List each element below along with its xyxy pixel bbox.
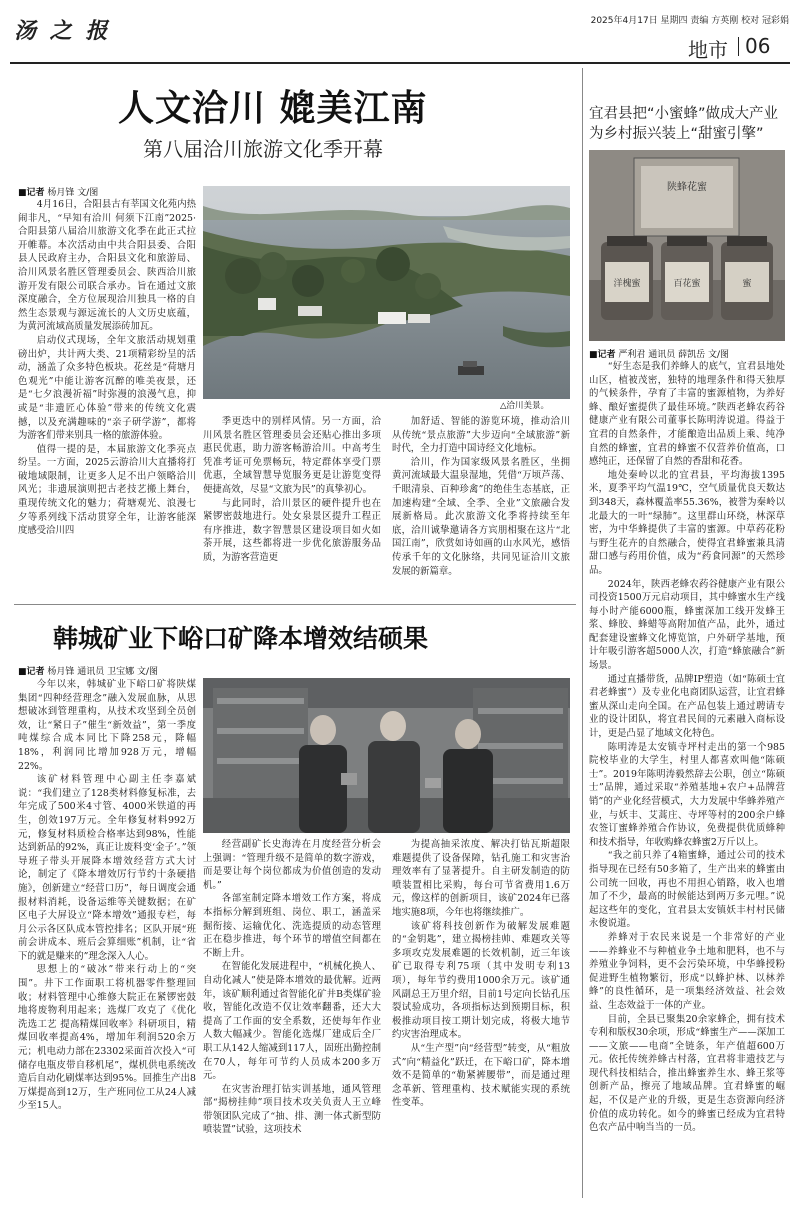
article3-headline-line2: 为乡村振兴装上“甜蜜引擎” [589, 126, 764, 142]
header-rule [10, 62, 790, 64]
article2-photo [203, 678, 570, 833]
article1-col2: 季更迭中的别样风情。另一方面，洽川风景名胜区管理委员会还贴心推出多项惠民优惠，助力游客畅游洽川。中高考生凭准考证可免票畅玩，特定群体享受门票优惠，全域智慧导览服务更是让游览变得便捷高效，尽显“文旅为民”的真挚初心。 与此同时，洽川景区的硬件提升也在紧锣密鼓地进行。处女泉景区提升工程正有序推进，数字智慧景区建设项目如火如荼开展，这些都将进一步优化旅游服务品质，为游客营造更 [203, 416, 381, 563]
honey-products-image [589, 150, 785, 341]
column-rule [582, 68, 583, 1198]
issue-date-line: 2025年4月17日 星期四 责编 方英刚 校对 冠彩娟 [590, 16, 789, 26]
article2-byline: ■记者 杨月锋 通讯员 卫宝娜 文/图 [18, 667, 159, 677]
section-separator [738, 37, 739, 56]
honey-box-label: 陕蜂花蜜 [667, 182, 707, 193]
article3-headline-line1: 宜君县把“小蜜蜂”做成大产业 [589, 106, 779, 122]
article2-col1: 今年以来，韩城矿业下峪口矿将陕煤集团“四种经营理念”融入发展血脉，从思想破冰到管理重构，从技术攻坚到全员创效，让“紧日子”催生“新效益”，第一季度吨煤综合成本同比下降258元，降幅18%，利润同比增加928万元，增幅22%。 该矿材料管理中心副主任李嘉斌说：“我们建立了128类材料修复标准，去年完成了500米4寸管、4000米铁道的再生，创效197万元。全年修复材料992万元，修复材料质检合格率达到98%，性能达到新品的92%，真正让废料变‘金子’。”领导班子带头开展降本增效经营方式大讨论，制定了《降本增效厉行节约十条硬措施》，创新建立“经营口历”，每日调度会通报材料消耗，设备运维等关键数据；在矿区电子大屏设立“降本增效”通报专栏，每月公示各区队成本管控排名；区队开展“班前会讲成本、班后会算细账”机制，让“省下的就是赚来的”理念深入人心。 思想上的“破冰”带来行动上的“突围”。井下工作面职工将机器零件整理回收；材料管理中心维修大院正在紧锣密鼓地将废物利用起来；选煤厂攻克了《优化洗选工艺 提高精煤回收率》科研项目，精煤回收率提高4%，增加年利润520余万元；机电动力部在23302采面首次投入“可储存电瓶皮带自移机尾”，煤机供电系统改造后自动化刷煤率达到95%。回推生产出8万煤提高到12万，生产班同位工从24人减少至15人。 [18, 679, 196, 1112]
article-divider [14, 604, 576, 605]
article2-col3: 为提高抽采浓度、解决打钻瓦斯超限难题提供了设备保障，钻孔施工和灾害治理效率有了显著提升。自主研发制造的防喷装置相比采购，每台可节省费用1.6万元，像这样的创新项目，该矿2024年已落地实施8项，今年也将继续推广。 该矿将科技创新作为破解发展难题的“金钥匙”，建立揭榜挂帅、难题攻关等多项攻克发展难题的长效机制，近三年该矿已取得专利75项（其中发明专利13项），每年节约费用1000余万元。该矿通风副总王万里介绍，目前1号定向长钻孔压裂试验成功，各项指标达到预期目标，积极推动项目按工期计划完成，将极大地节约灾害治理成本。 从“生产型”向“经营型”转变，从“粗放式”向“精益化”跃迁，在下峪口矿，降本增效不是简单的“勒紧裤腰带”，而是通过理念革新、管理重构、技术赋能实现的系统性变革。 [392, 839, 570, 1109]
page-number: 06 [745, 34, 771, 58]
article1-byline: ■记者 杨月锋 文/图 [18, 188, 99, 198]
honey-jar-label-2: 百花蜜 [673, 279, 701, 289]
article1-photo [203, 186, 570, 399]
article1-col1: 4月16日，合阳县古有莘国文化苑内热闹非凡，“早知有洽川 何须下江南”2025·合阳县第八届洽川旅游文化季在此正式拉开帷幕。本次活动由中共合阳县委、合阳县人民政府主办，合阳县文化和旅游局、洽川风景名胜区管理委员会、陕西洽川旅游开发有限公司联合承办。旨在通过文旅深度融合，全方位展现洽川独具一格的自然生态景观与源远流长的人文历史底蕴，为黄河流域高质量发展添砖加瓦。 启动仪式现场，全年文旅活动规划重磅出炉，共计两大类、21项精彩纷呈的活动，涵盖了众多特色板块。花丝是“荷塘月色观光”中能让游客沉醉的唯美夜景，还是“七夕浪漫祈福”时弥漫的浪漫气息，抑或是“非遗匠心体验”带来的传统文化震撼，以及充满趣味的“亲子研学游”，都将为游客们带来别具一格的旅游体验。 值得一提的是，本届旅游文化季亮点纷呈。一方面，2025云游洽川大直播将打破地域限制，让更多人足不出户领略洽川风光；非遗展演则把古老技艺搬上舞台，重现传统文化的魅力；荷塘观光、浪漫七夕等系列线下活动贯穿全年，让游客能深度感受洽川四 [18, 199, 196, 537]
article3-byline: ■记者 严利君 通讯员 薛凯岳 文/图 [589, 350, 730, 360]
masthead-logo: 汤 之 报 [14, 18, 111, 44]
article1-photo-caption: △洽川美景。 [500, 401, 550, 411]
article1-subhead: 第八届洽川旅游文化季开幕 [143, 137, 383, 161]
honey-jar-label-3: 蜜 [742, 279, 752, 289]
section-name: 地市 [688, 38, 728, 62]
article3-body: “好生态是我们养蜂人的底气，宜君县地处山区，植被茂密，独特的地理条件和得天独厚的气候条件，孕育了丰富的蜜源植物，为养好蜂、酿好蜜提供了最佳环境。”陕西老蜂农药谷健康产业有限公司董事长陈明涛说道。得益于宜君的自然条件，才能酿造出品质上乘、纯净自然的蜂蜜，宜君的蜂蜜不仅营养价值高，口感纯正，还保留了自然的香甜和花香。 地处秦岭以北的宜君县，平均海拔1395米，夏季平均气温19℃，空气质量优良天数达到348天，森林覆盖率55.36%，被誉为秦岭以北最大的一叶“绿肺”。这里群山环绕，林深草密，为中华蜂提供了丰富的蜜源。中草药花粉与野生花卉的自然融合，使得宜君蜂蜜兼具清甜口感与药用价值，成为“药食同源”的天然珍品。 2024年，陕西老蜂农药谷健康产业有限公司投资1500万元启动项目，其中蜂蜜水生产线每小时产能6000瓶，蜂蜜深加工线开发蜂王浆、蜂胶、蜂蜡等高附加值产品，此外，通过配套建设蜜蜂文化博览馆，户外研学基地，预计年吸引游客超5000人次，打造“蜂旅融合”新场景。 通过直播带货，品牌IP塑造（如“陈硕士宜君老蜂蜜”）及专业化电商团队运营，让宜君蜂蜜从深山走向全国。在产品包装上通过聘请专业的设计团队，将宜君民间的元素融入商标设计，更是凸显了地域文化特色。 陈明涛是太安镇寺坪村走出的第一个985院校毕业的大学生，村里人都喜欢叫他“陈硕士”。2019年陈明涛毅然辞去公职，创立“陈硕士”品牌，通过采取“养殖基地+农户+品牌营销”的产业化经营模式，大力发展中华蜂养殖产业，与妖丰、艾蒿庄、寺坪等村的200余户蜂农签订蜜蜂养殖合作协议，免费提供优质蜂种和技术指导，年收购蜂农蜂蜜2万斤以上。 “我之前只养了4箱蜜蜂，通过公司的技术指导现在已经有50多箱了，生产出来的蜂蜜由公司统一回收，再也不用担心销路，收入也增加了不少，最高的时候能达到两万多元哩。”说起这些年的变化，宜君县太安镇妖丰村村民储永俊说道。 养蜂对于农民来说是一个非常好的产业——养蜂业不与种植业争土地和肥料，也不与养殖业争饲料，更不会污染环境，中华蜂授粉促进野生植物繁衍，形成“以蜂护林、以林养蜂”的良性循环，是一项集经济效益、社会效益、生态效益于一体的产业。 目前，全县已聚集20余家蜂企，拥有技术专利和版权30余项，形成“蜂蜜生产——深加工——文旅——电商”全链条，年产值超600万元。依托传统养蜂古村落，宜君将非遗技艺与现代科技相结合，推出蜂蜜养生水、蜂王浆等创新产品，擦亮了地域品牌。宜君蜂蜜的崛起，不仅是产业的升级，更是生态资源向经济价值的成功转化。如今的蜂蜜已经成为宜君特色农产品中响当当的一员。 [589, 361, 785, 1134]
article2-headline: 韩城矿业下峪口矿降本增效结硕果 [53, 624, 429, 653]
warehouse-workers-image [203, 678, 570, 833]
article3-photo [589, 150, 785, 341]
article1-headline: 人文洽川 媲美江南 [118, 88, 428, 129]
article2-col2: 经营副矿长史海涛在月度经营分析会上强调：“管理升级不是简单的数字游戏，而是要让每个岗位都成为价值创造的发动机。” 各部室制定降本增效工作方案，将成本指标分解到班组、岗位、职工，涵盖采掘衔接、运输优化、洗选提质的动态管理正在稳步推进，每个环节的增值空间都在不断上升。 在智能化发展进程中，“机械化换人、自动化减人”使是降本增效的最优解。近两年，该矿顺利通过省智能化矿井B类煤矿验收，智能化改造不仅让效率翻番，还大大提高了工作面的安全系数，还使每年作业人数大幅减少。智能化选煤厂建成后全厂职工从142人缩减到117人，固班出勤控制在70人，每年可节约人员成本200多万元。 在灾害治理打钻实训基地，通风管理部“揭榜挂帅”项目技术攻关负责人王立峰带领团队完成了“抽、排、测一体式新型防喷装置”试验，这项技术 [203, 839, 381, 1136]
article1-col3: 加舒适、智能的游览环境，推动洽川从传统“景点旅游”大步迈向“全域旅游”新时代，全力打造中国诗经文化地标。 洽川，作为国家级风景名胜区，坐拥黄河流域最大温泉湿地，凭借“万顷芦荡、千眼清泉、百种珍禽”的绝佳生态基底，正加速构建“全域、全季、全业”文旅融合发展新格局。此次旅游文化季将持续至年底，洽川诚挚邀请各方宾朋相聚在这片“北国江南”，欣赏如诗如画的山水风光，感悟传承千年的文化脉络，共同见证洽川文旅发展的新篇章。 [392, 416, 570, 577]
honey-jar-label-1: 洋槐蜜 [613, 279, 641, 289]
wetland-scenery-image [203, 186, 570, 399]
